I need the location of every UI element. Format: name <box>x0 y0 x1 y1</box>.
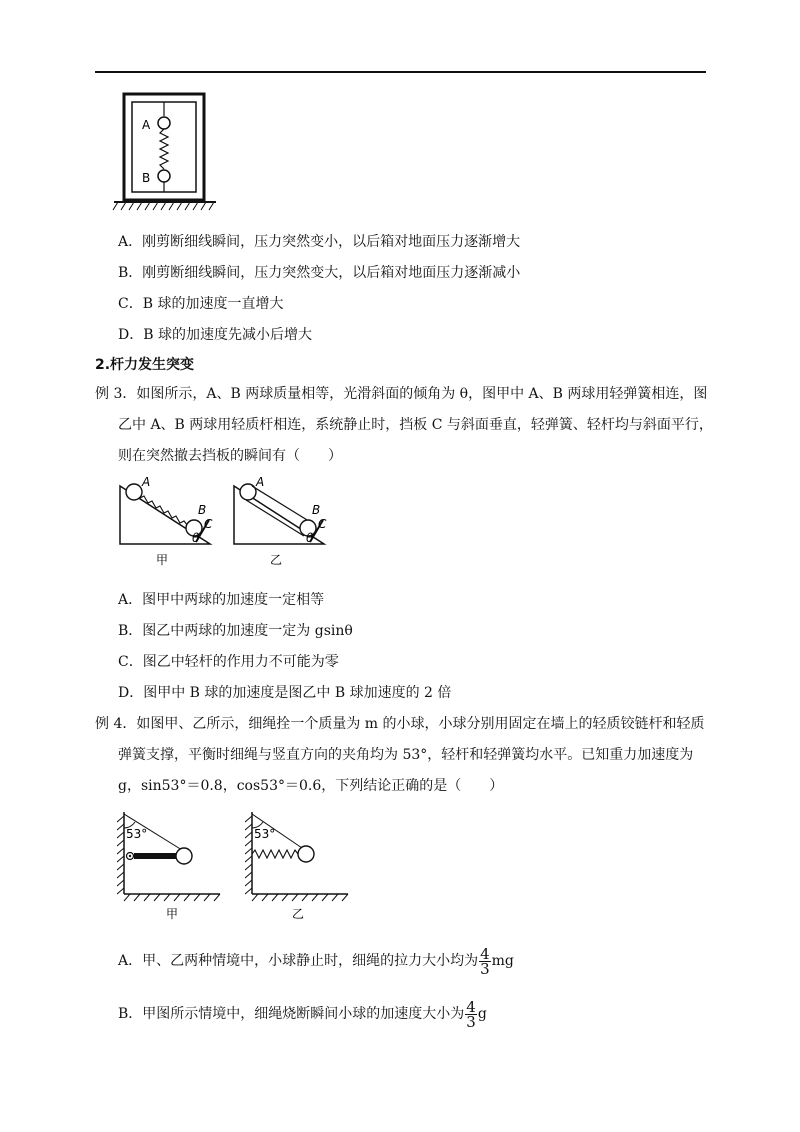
angle-label-jia: 53° <box>126 827 148 841</box>
fig-yi-label-theta: θ <box>306 531 314 545</box>
option-b: B．刚剪断细线瞬间，压力突然变大，以后箱对地面压力逐渐减小 <box>118 265 521 281</box>
ball-label-b: B <box>142 171 151 185</box>
fig-yi-label-c: C <box>318 517 327 531</box>
fraction-denominator: 3 <box>466 1012 476 1031</box>
ex3-line-2: 乙中 A、B 两球用轻质杆相连，系统静止时，挡板 C 与斜面垂直，轻弹簧、轻杆均与斜面平行， <box>118 417 713 433</box>
ex3-option-c: C．图乙中轻杆的作用力不可能为零 <box>118 654 339 670</box>
fig-jia-label-a: A <box>142 476 151 489</box>
fig-jia-label-theta: θ <box>192 531 200 545</box>
ex3-line-1: 例 3．如图所示，A、B 两球质量相等，光滑斜面的倾角为 θ，图甲中 A、B 两球用轻弹簧相连，图 <box>95 386 708 402</box>
ex4-option-b-text: B．甲图所示情境中，细绳烧断瞬间小球的加速度大小为 <box>118 1006 465 1022</box>
ex4-option-a-unit: mg <box>491 953 514 969</box>
ex4-option-a-text: A．甲、乙两种情境中，小球静止时，细绳的拉力大小均为 <box>118 953 479 969</box>
incline-figure <box>112 476 340 568</box>
fraction-numerator: 4 <box>480 944 490 963</box>
ex3-line-3: 则在突然撤去挡板的瞬间有（ ） <box>118 448 342 464</box>
caption-jia-4: 甲 <box>166 907 179 920</box>
ex4-line-3: g，sin53°＝0.8，cos53°＝0.6，下列结论正确的是（ ） <box>118 778 504 794</box>
ex4-option-a <box>118 944 514 978</box>
caption-jia: 甲 <box>156 553 169 567</box>
fig-jia-label-b: B <box>198 503 207 517</box>
section-heading: 2.杆力发生突变 <box>95 357 195 373</box>
header-rule <box>95 71 706 73</box>
box-spring-figure <box>110 92 220 214</box>
ex3-option-a: A．图甲中两球的加速度一定相等 <box>118 592 325 608</box>
fraction <box>465 997 477 1031</box>
ball-label-a: A <box>142 118 151 132</box>
fig-yi-label-a: A <box>256 476 265 489</box>
fig-jia-label-c: C <box>204 517 213 531</box>
fraction <box>479 944 491 978</box>
angle-label-yi: 53° <box>254 827 276 841</box>
ex3-option-b: B．图乙中两球的加速度一定为 gsinθ <box>118 623 353 639</box>
fraction-denominator: 3 <box>480 959 490 978</box>
ex3-option-d: D．图甲中 B 球的加速度是图乙中 B 球加速度的 2 倍 <box>118 685 452 701</box>
caption-yi: 乙 <box>270 553 283 567</box>
ex4-option-b-unit: g <box>477 1006 487 1022</box>
ex4-line-2: 弹簧支撑，平衡时细绳与竖直方向的夹角均为 53°，轻杆和轻弹簧均水平。已知重力加速度为 <box>118 747 694 763</box>
fraction-numerator: 4 <box>466 997 476 1016</box>
option-a: A．刚剪断细线瞬间，压力突然变小，以后箱对地面压力逐渐增大 <box>118 234 521 250</box>
fig-yi-label-b: B <box>312 503 321 517</box>
ex4-option-b <box>118 997 487 1031</box>
option-d: D．B 球的加速度先减小后增大 <box>118 327 312 343</box>
caption-yi-4: 乙 <box>292 907 305 920</box>
rod-spring-figure <box>112 808 362 920</box>
option-c: C．B 球的加速度一直增大 <box>118 296 284 312</box>
ex4-line-1: 例 4．如图甲、乙所示，细绳拴一个质量为 m 的小球，小球分别用固定在墙上的轻质铰链杆和轻质 <box>95 716 705 732</box>
